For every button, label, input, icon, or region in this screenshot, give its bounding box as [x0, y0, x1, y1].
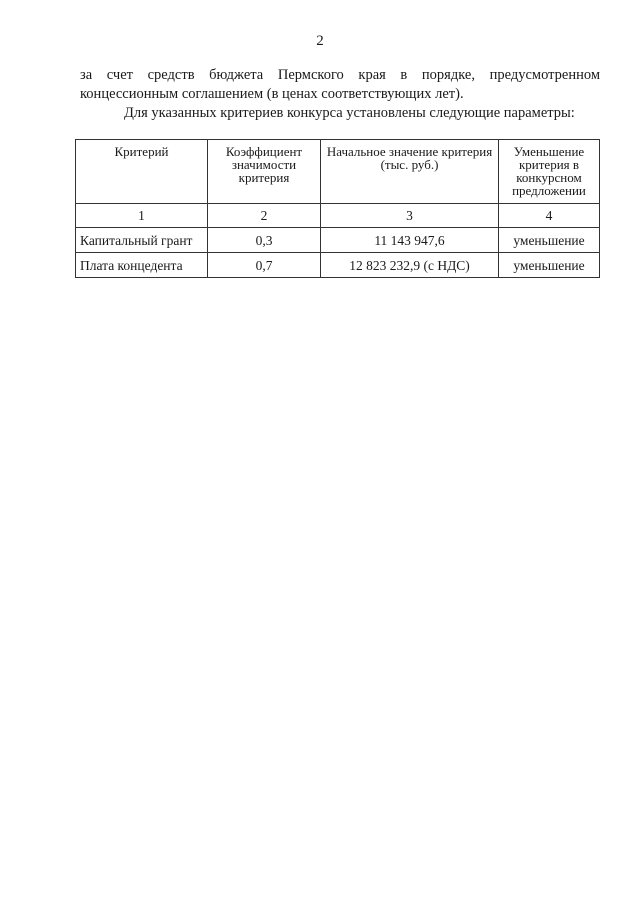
cell-weight: 0,7 — [208, 253, 321, 278]
cell-criterion: Капитальный грант — [76, 228, 208, 253]
paragraph-parameters: Для указанных критериев конкурса установлены следующие параметры: — [124, 105, 575, 121]
cell-weight: 0,3 — [208, 228, 321, 253]
table-row — [76, 228, 600, 253]
table-row — [76, 253, 600, 278]
header-reduction: Уменьшение критерия в конкурсном предложении — [499, 140, 600, 204]
paragraph-funding — [80, 66, 600, 104]
column-number: 3 — [321, 204, 499, 228]
cell-criterion: Плата концедента — [76, 253, 208, 278]
cell-initial-value: 11 143 947,6 — [321, 228, 499, 253]
table-header-row — [76, 140, 600, 204]
page-number: 2 — [316, 33, 324, 49]
header-criterion: Критерий — [76, 140, 208, 204]
table-column-numbers-row — [76, 204, 600, 228]
cell-reduction: уменьшение — [499, 253, 600, 278]
cell-initial-value: 12 823 232,9 (с НДС) — [321, 253, 499, 278]
cell-reduction: уменьшение — [499, 228, 600, 253]
paragraph-line: за счет средств бюджета Пермского края в порядке, предусмотренном — [80, 67, 600, 83]
column-number: 1 — [76, 204, 208, 228]
header-weight: Коэффициент значимости критерия — [208, 140, 321, 204]
column-number: 2 — [208, 204, 321, 228]
paragraph-line: концессионным соглашением (в ценах соответствующих лет). — [80, 86, 464, 102]
criteria-table — [75, 139, 600, 278]
column-number: 4 — [499, 204, 600, 228]
header-initial-value: Начальное значение критерия (тыс. руб.) — [321, 140, 499, 204]
